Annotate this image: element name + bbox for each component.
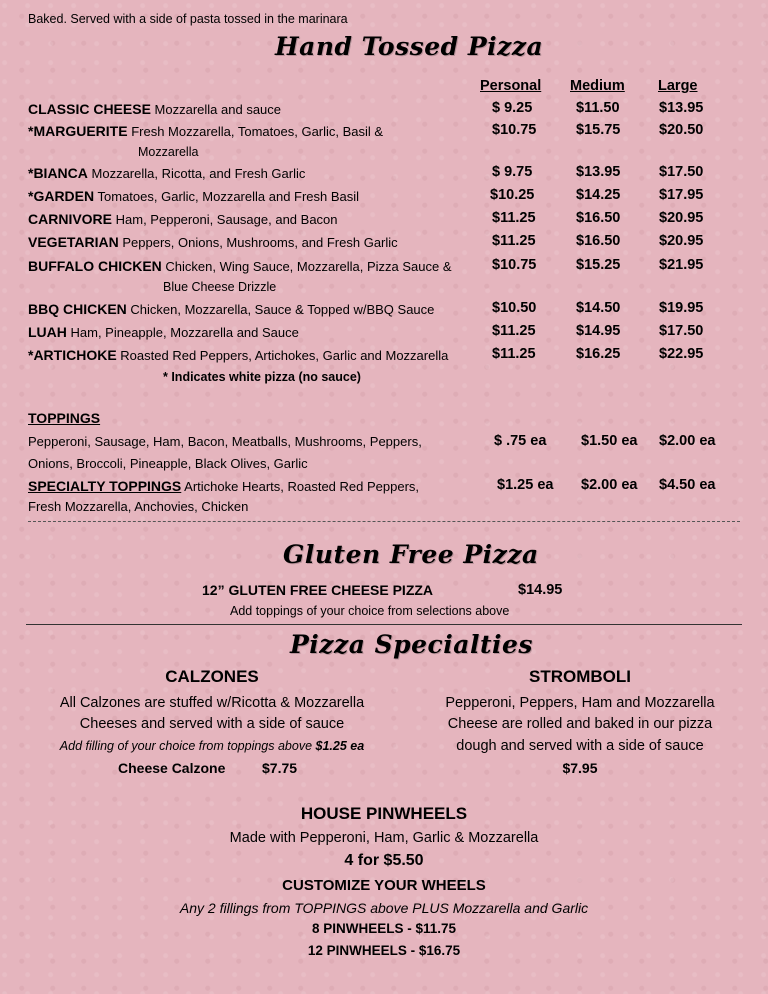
- specialty-price-personal: $1.25 ea: [497, 477, 554, 493]
- price-personal: $10.25: [490, 187, 535, 203]
- price-personal: $11.25: [492, 233, 536, 249]
- specialty-price-large: $4.50 ea: [659, 477, 716, 493]
- customize-desc: Any 2 fillings from TOPPINGS above PLUS Mozzarella and Garlic: [179, 900, 589, 916]
- cheese-calzone: Cheese Calzone: [118, 760, 226, 776]
- calzones-note-price: $1.25 ea: [315, 739, 365, 753]
- item-name: *GARDEN: [28, 188, 95, 204]
- item-desc-cont: Blue Cheese Drizzle: [163, 280, 277, 294]
- col-personal: Personal: [480, 78, 542, 94]
- price-large: $13.95: [659, 100, 704, 116]
- item-name: CARNIVORE: [28, 211, 113, 227]
- item-desc: Ham, Pineapple, Mozzarella and Sauce: [70, 325, 299, 340]
- item-name: *ARTICHOKE: [28, 347, 117, 363]
- specialty-title: SPECIALTY TOPPINGS: [28, 478, 182, 494]
- price-medium: $15.25: [576, 257, 621, 273]
- price-medium: $14.25: [576, 187, 621, 203]
- calzones-title: CALZONES: [165, 667, 259, 686]
- stromboli-line2: Cheese are rolled and baked in our pizza: [447, 716, 713, 732]
- item-name: VEGETARIAN: [28, 234, 119, 250]
- price-medium: $16.50: [576, 210, 621, 226]
- price-large: $21.95: [659, 257, 704, 273]
- item-desc: Chicken, Wing Sauce, Mozzarella, Pizza Sauce &: [165, 259, 452, 274]
- customize-title: CUSTOMIZE YOUR WHEELS: [282, 877, 486, 894]
- toppings-price-medium: $1.50 ea: [581, 433, 638, 449]
- item-name: *BIANCA: [28, 165, 88, 181]
- section-divider: [26, 624, 742, 625]
- price-personal: $11.25: [492, 346, 536, 362]
- item-name: BBQ CHICKEN: [28, 301, 127, 317]
- specialty-line2: Fresh Mozzarella, Anchovies, Chicken: [28, 499, 249, 514]
- toppings-price-personal: $ .75 ea: [494, 433, 547, 449]
- calzones-note: [30, 739, 394, 753]
- toppings-line2: Onions, Broccoli, Pineapple, Black Olives, Garlic: [28, 456, 308, 471]
- price-large: $20.95: [659, 210, 704, 226]
- specialties-title: Pizza Specialties: [290, 630, 533, 659]
- stromboli-price: $7.95: [562, 760, 598, 776]
- item-name: CLASSIC CHEESE: [28, 101, 151, 117]
- price-large: $20.95: [659, 233, 704, 249]
- intro-text: Baked. Served with a side of pasta tossed in the marinara: [28, 12, 348, 26]
- pinwheels-title: HOUSE PINWHEELS: [300, 804, 468, 823]
- white-pizza-note: * Indicates white pizza (no sauce): [163, 370, 361, 384]
- price-large: $19.95: [659, 300, 704, 316]
- price-personal: $ 9.25: [492, 100, 533, 116]
- item-name: BUFFALO CHICKEN: [28, 258, 162, 274]
- stromboli-line3: dough and served with a side of sauce: [456, 738, 704, 754]
- item-name: LUAH: [28, 324, 67, 340]
- calzones-note-text: Add filling of your choice from toppings above: [59, 739, 313, 753]
- dashed-divider: [28, 521, 740, 522]
- pinwheels-option-12: 12 PINWHEELS - $16.75: [307, 943, 461, 958]
- col-large: Large: [658, 78, 698, 94]
- specialty-line1: Artichoke Hearts, Roasted Red Peppers,: [184, 479, 420, 494]
- price-medium: $11.50: [576, 100, 620, 116]
- price-large: $22.95: [659, 346, 704, 362]
- hand-tossed-title: Hand Tossed Pizza: [275, 32, 544, 61]
- item-desc: Roasted Red Peppers, Artichokes, Garlic and Mozzarella: [120, 348, 449, 363]
- cheese-calzone-price: $7.75: [262, 760, 298, 776]
- price-medium: $14.95: [576, 323, 621, 339]
- toppings-price-large: $2.00 ea: [659, 433, 716, 449]
- pinwheels-option-8: 8 PINWHEELS - $11.75: [311, 921, 457, 936]
- price-personal: $10.50: [492, 300, 537, 316]
- price-personal: $10.75: [492, 122, 537, 138]
- stromboli-line1: Pepperoni, Peppers, Ham and Mozzarella: [445, 695, 715, 711]
- item-name: *MARGUERITE: [28, 123, 128, 139]
- gluten-free-price: $14.95: [518, 582, 563, 598]
- toppings-line1: Pepperoni, Sausage, Ham, Bacon, Meatballs, Mushrooms, Peppers,: [28, 434, 422, 449]
- pinwheels-desc: Made with Pepperoni, Ham, Garlic & Mozzarella: [229, 830, 539, 846]
- pinwheels-deal: 4 for $5.50: [344, 852, 424, 869]
- item-desc: Mozzarella and sauce: [154, 102, 282, 117]
- item-desc: Mozzarella, Ricotta, and Fresh Garlic: [91, 166, 306, 181]
- item-desc: Ham, Pepperoni, Sausage, and Bacon: [115, 212, 338, 227]
- item-desc: Fresh Mozzarella, Tomatoes, Garlic, Basil &: [131, 124, 384, 139]
- item-desc: Chicken, Mozzarella, Sauce & Topped w/BBQ Sauce: [130, 302, 435, 317]
- item-desc: Peppers, Onions, Mushrooms, and Fresh Garlic: [122, 235, 398, 250]
- gluten-free-title: Gluten Free Pizza: [283, 540, 539, 569]
- price-medium: $13.95: [576, 164, 621, 180]
- price-large: $17.50: [659, 323, 704, 339]
- gluten-free-note: Add toppings of your choice from selections above: [230, 604, 510, 618]
- item-desc-cont: Mozzarella: [138, 145, 199, 159]
- calzones-line2: Cheeses and served with a side of sauce: [79, 716, 345, 732]
- price-large: $20.50: [659, 122, 704, 138]
- specialty-price-medium: $2.00 ea: [581, 477, 638, 493]
- item-desc: Tomatoes, Garlic, Mozzarella and Fresh Basil: [97, 189, 360, 204]
- col-medium: Medium: [570, 78, 625, 94]
- price-large: $17.95: [659, 187, 704, 203]
- price-large: $17.50: [659, 164, 704, 180]
- price-medium: $16.50: [576, 233, 621, 249]
- toppings-title: TOPPINGS: [28, 410, 101, 426]
- price-personal: $11.25: [492, 323, 536, 339]
- price-medium: $14.50: [576, 300, 621, 316]
- price-medium: $16.25: [576, 346, 621, 362]
- price-personal: $11.25: [492, 210, 536, 226]
- calzones-line1: All Calzones are stuffed w/Ricotta & Mozzarella: [59, 695, 365, 711]
- price-medium: $15.75: [576, 122, 621, 138]
- price-personal: $10.75: [492, 257, 537, 273]
- stromboli-title: STROMBOLI: [529, 667, 631, 686]
- gluten-free-item: 12” GLUTEN FREE CHEESE PIZZA: [202, 582, 434, 598]
- price-personal: $ 9.75: [492, 164, 533, 180]
